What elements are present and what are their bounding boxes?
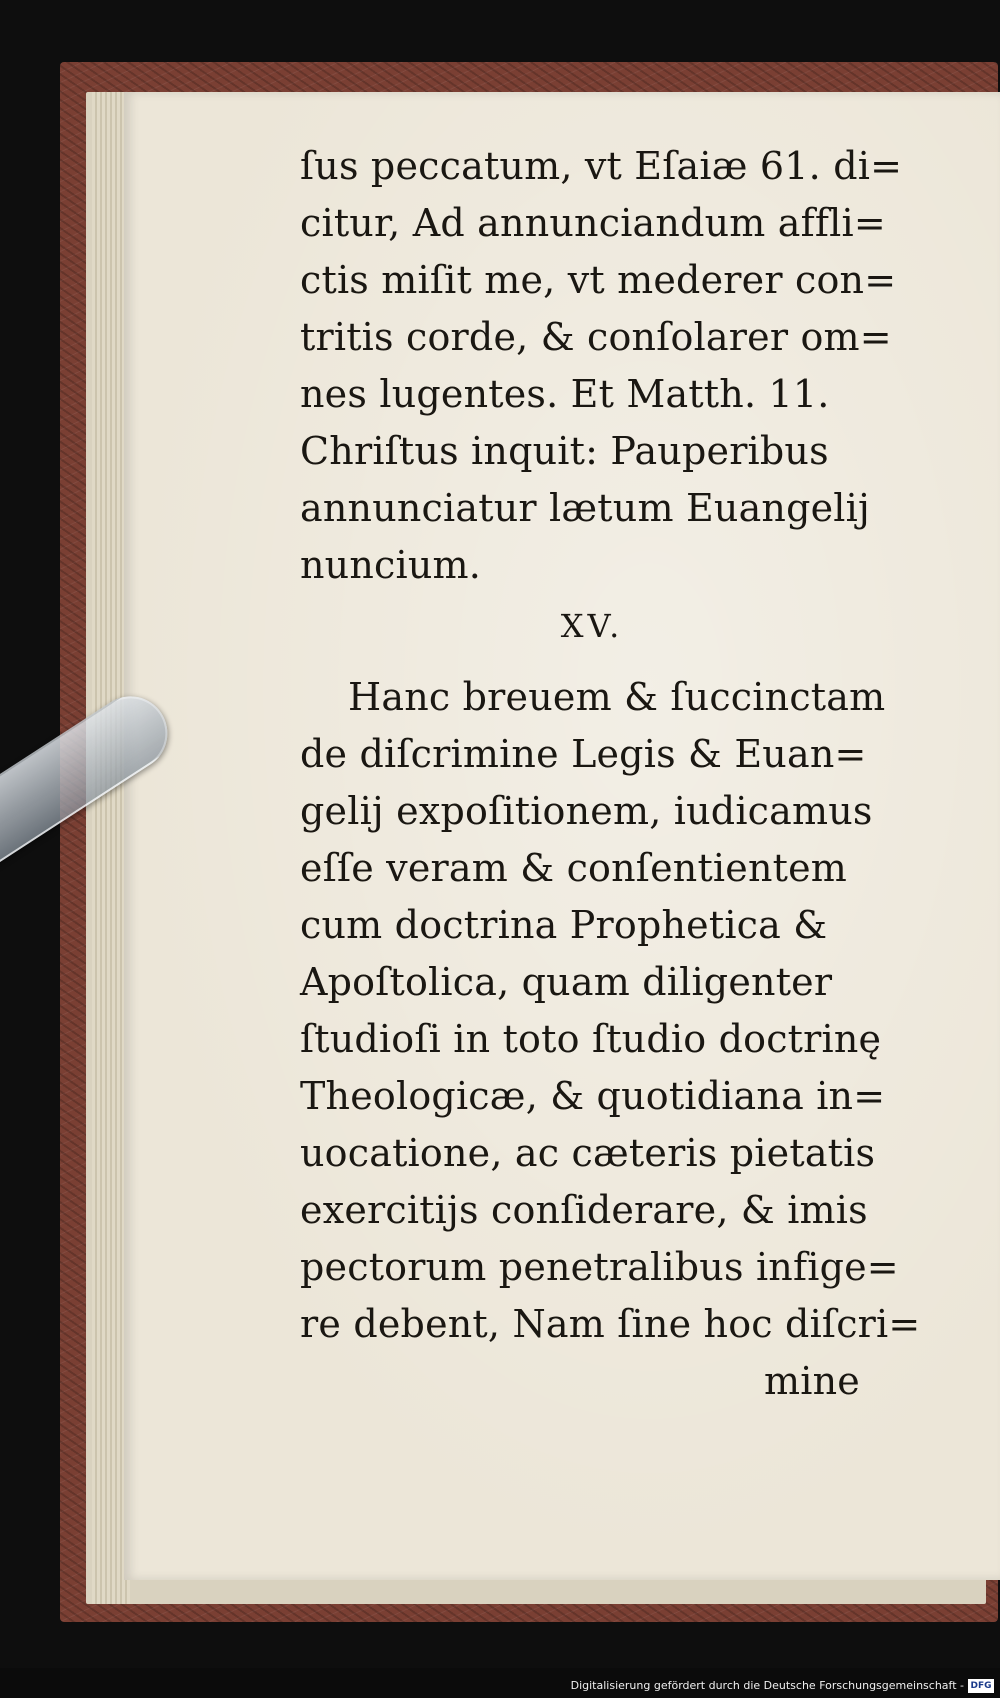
text-line: exercitijs conſiderare, & imis xyxy=(300,1188,868,1232)
text-line: citur, Ad annunciandum affli= xyxy=(300,201,886,245)
text-line: Apoſtolica, quam diligenter xyxy=(300,960,833,1004)
text-line: uocatione, ac cæteris pietatis xyxy=(300,1131,876,1175)
page-text xyxy=(300,138,940,1410)
text-line: tritis corde, & conſolarer om= xyxy=(300,315,892,359)
text-line: Hanc breuem & ſuccinctam xyxy=(348,675,886,719)
text-line: ctis miſit me, vt mederer con= xyxy=(300,258,897,302)
text-line: eſſe veram & conſentientem xyxy=(300,846,848,890)
catchword: mine xyxy=(764,1359,860,1403)
text-line: de diſcrimine Legis & Euan= xyxy=(300,732,867,776)
text-line: nes lugentes. Et Matth. 11. xyxy=(300,372,830,416)
section-number: XV. xyxy=(560,607,624,645)
text-line: ſtudioſi in toto ſtudio doctrinę xyxy=(300,1017,882,1061)
text-line: Chriſtus inquit: Pauperibus xyxy=(300,429,829,473)
text-line: ſus peccatum, vt Eſaiæ 61. di= xyxy=(300,144,903,188)
text-line: gelij expoſitionem, iudicamus xyxy=(300,789,873,833)
text-line: cum doctrina Prophetica & xyxy=(300,903,828,947)
text-line: Theologicæ, & quotidiana in= xyxy=(300,1074,886,1118)
footer-credit: Digitalisierung gefördert durch die Deutsche Forschungsgemeinschaft - xyxy=(570,1679,964,1692)
dfg-logo: DFG xyxy=(968,1679,994,1693)
text-line: re debent, Nam ſine hoc diſcri= xyxy=(300,1302,921,1346)
text-line: pectorum penetralibus infige= xyxy=(300,1245,899,1289)
text-line: annunciatur lætum Euangelij xyxy=(300,486,871,530)
text-line: nuncium. xyxy=(300,543,482,587)
